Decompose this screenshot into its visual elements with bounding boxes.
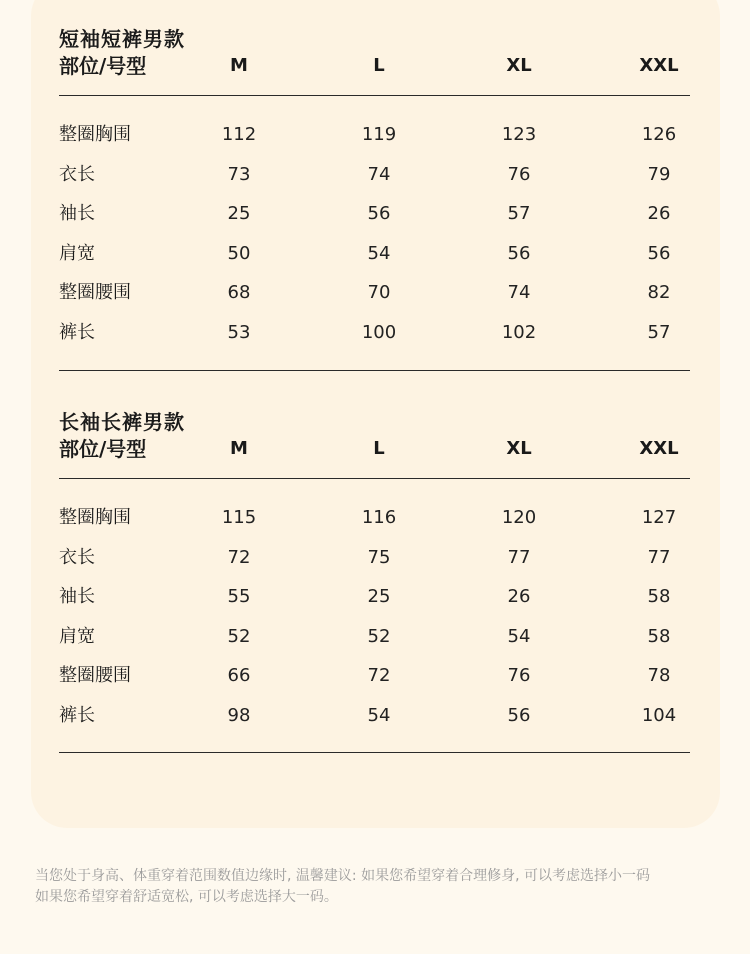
- cell-value: 72: [227, 547, 251, 568]
- table-row: [59, 120, 690, 150]
- header-divider: [59, 478, 690, 479]
- cell-value: 98: [227, 705, 251, 726]
- cell-value: 82: [647, 282, 671, 303]
- note-line-2: 如果您希望穿着舒适宽松, 可以考虑选择大一码。: [35, 889, 338, 905]
- table-row: [59, 661, 690, 691]
- cell-value: 75: [367, 547, 391, 568]
- cell-value: 58: [647, 626, 671, 647]
- cell-value: 115: [221, 507, 257, 528]
- cell-value: 77: [647, 547, 671, 568]
- header-label: 部位/号型: [59, 54, 147, 78]
- table-header: [59, 52, 690, 80]
- row-label: 肩宽: [59, 243, 95, 264]
- row-label: 袖长: [59, 586, 95, 607]
- cell-value: 127: [641, 507, 677, 528]
- cell-value: 50: [227, 243, 251, 264]
- column-header-xl: XL: [506, 438, 532, 459]
- column-header-xxl: XXL: [639, 438, 679, 459]
- row-label: 整圈胸围: [59, 124, 131, 145]
- cell-value: 120: [501, 507, 537, 528]
- section-divider: [59, 752, 690, 753]
- table-row: [59, 543, 690, 573]
- row-label: 肩宽: [59, 626, 95, 647]
- cell-value: 77: [507, 547, 531, 568]
- cell-value: 58: [647, 586, 671, 607]
- row-label: 整圈腰围: [59, 282, 131, 303]
- cell-value: 76: [507, 665, 531, 686]
- cell-value: 73: [227, 164, 251, 185]
- table-header: [59, 435, 690, 463]
- row-label: 整圈腰围: [59, 665, 131, 686]
- header-divider: [59, 95, 690, 96]
- cell-value: 26: [507, 586, 531, 607]
- table-row: [59, 701, 690, 731]
- cell-value: 78: [647, 665, 671, 686]
- cell-value: 26: [647, 203, 671, 224]
- cell-value: 57: [647, 322, 671, 343]
- cell-value: 53: [227, 322, 251, 343]
- column-header-m: M: [230, 55, 248, 76]
- cell-value: 123: [501, 124, 537, 145]
- section-divider: [59, 370, 690, 371]
- table-row: [59, 503, 690, 533]
- cell-value: 54: [507, 626, 531, 647]
- section-title: 长袖长裤男款: [59, 410, 185, 434]
- cell-value: 70: [367, 282, 391, 303]
- cell-value: 76: [507, 164, 531, 185]
- cell-value: 119: [361, 124, 397, 145]
- cell-value: 56: [367, 203, 391, 224]
- row-label: 整圈胸围: [59, 507, 131, 528]
- header-label: 部位/号型: [59, 437, 147, 461]
- table-row: [59, 278, 690, 308]
- table-row: [59, 622, 690, 652]
- section-title: 短袖短裤男款: [59, 27, 185, 51]
- cell-value: 56: [507, 705, 531, 726]
- table-row: [59, 318, 690, 348]
- column-header-xxl: XXL: [639, 55, 679, 76]
- table-row: [59, 582, 690, 612]
- cell-value: 112: [221, 124, 257, 145]
- cell-value: 55: [227, 586, 251, 607]
- cell-value: 72: [367, 665, 391, 686]
- column-header-xl: XL: [506, 55, 532, 76]
- cell-value: 79: [647, 164, 671, 185]
- row-label: 裤长: [59, 705, 95, 726]
- cell-value: 54: [367, 705, 391, 726]
- cell-value: 25: [367, 586, 391, 607]
- cell-value: 74: [367, 164, 391, 185]
- cell-value: 66: [227, 665, 251, 686]
- column-header-m: M: [230, 438, 248, 459]
- note-line-1: 当您处于身高、体重穿着范围数值边缘时, 温馨建议: 如果您希望穿着合理修身, 可以考虑选择小一码: [35, 868, 650, 884]
- cell-value: 68: [227, 282, 251, 303]
- row-label: 衣长: [59, 164, 95, 185]
- cell-value: 52: [227, 626, 251, 647]
- cell-value: 126: [641, 124, 677, 145]
- cell-value: 52: [367, 626, 391, 647]
- cell-value: 100: [361, 322, 397, 343]
- size-advice-note: [35, 866, 725, 908]
- cell-value: 57: [507, 203, 531, 224]
- cell-value: 56: [647, 243, 671, 264]
- row-label: 衣长: [59, 547, 95, 568]
- cell-value: 74: [507, 282, 531, 303]
- table-row: [59, 239, 690, 269]
- cell-value: 56: [507, 243, 531, 264]
- row-label: 裤长: [59, 322, 95, 343]
- cell-value: 102: [501, 322, 537, 343]
- cell-value: 116: [361, 507, 397, 528]
- column-header-l: L: [373, 55, 385, 76]
- table-row: [59, 199, 690, 229]
- table-row: [59, 160, 690, 190]
- column-header-l: L: [373, 438, 385, 459]
- cell-value: 104: [641, 705, 677, 726]
- row-label: 袖长: [59, 203, 95, 224]
- cell-value: 25: [227, 203, 251, 224]
- cell-value: 54: [367, 243, 391, 264]
